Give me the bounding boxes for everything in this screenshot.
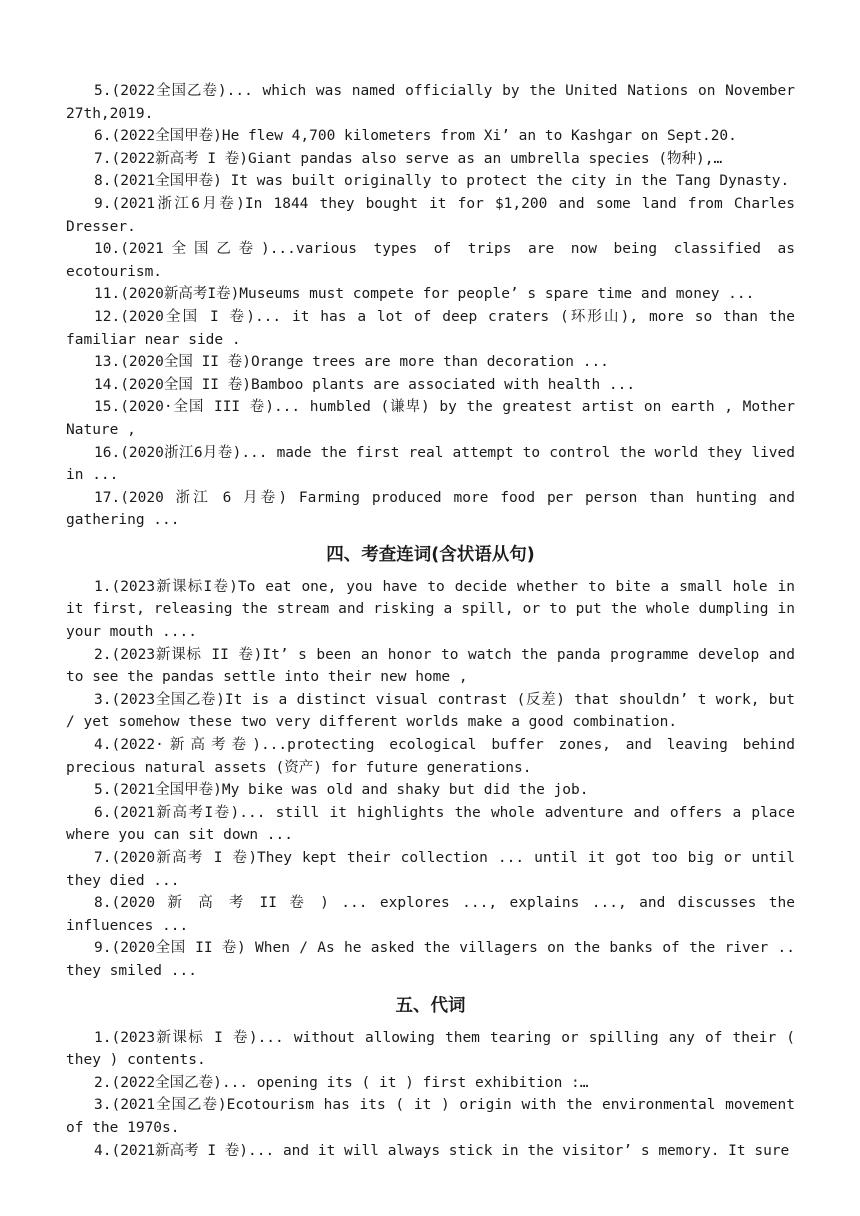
question-item: 16.(2020浙江6月卷)... made the first real attempt to control the world they lived in ... bbox=[66, 444, 795, 484]
question-item: 3.(2021全国乙卷)Ecotourism has its ( it ) origin with the environmental movement of the 1970s. bbox=[66, 1097, 795, 1136]
question-item: 2.(2022全国乙卷)... opening its ( it ) first exhibition :… bbox=[94, 1074, 589, 1091]
question-item: 7.(2020新高考 I 卷)They kept their collection ... until it got too big or until they died ... bbox=[66, 850, 795, 889]
question-item: 9.(2020全国 II 卷) When / As he asked the villagers on the banks of the river .. they smiled ... bbox=[66, 940, 795, 979]
question-item: 8.(2020 新 高 考 II 卷 ) ... explores ..., explains ..., and discusses the influences ... bbox=[66, 895, 795, 934]
section-0 bbox=[66, 80, 795, 532]
question-item: 1.(2023新课标I卷)To eat one, you have to decide whether to bite a small hole in it first, releasing the stream and risking a spill, or to put the whole dumpling in your mouth .... bbox=[66, 578, 795, 641]
question-item: 10.(2021全国乙卷)...various types of trips are now being classified as ecotourism. bbox=[66, 241, 795, 280]
question-item: 14.(2020全国 II 卷)Bamboo plants are associated with health ... bbox=[94, 376, 636, 393]
question-item: 13.(2020全国 II 卷)Orange trees are more than decoration ... bbox=[94, 354, 609, 371]
section-1 bbox=[66, 543, 795, 983]
document-page bbox=[66, 80, 795, 1162]
question-item: 3.(2023全国乙卷)It is a distinct visual contrast (反差) that shouldn’ t work, but / yet somehow these two very different worlds make a good combination. bbox=[66, 691, 795, 731]
section-2 bbox=[66, 994, 795, 1163]
question-item: 7.(2022新高考 I 卷)Giant pandas also serve as an umbrella species (物种),… bbox=[94, 150, 723, 167]
section-2-items bbox=[66, 1027, 795, 1163]
question-item: 15.(2020·全国 III 卷)... humbled (谦卑) by the greatest artist on earth , Mother Nature , bbox=[66, 399, 795, 438]
question-item: 12.(2020全国 I 卷)... it has a lot of deep craters (环形山), more so than the familiar near side . bbox=[66, 308, 795, 348]
question-item: 9.(2021浙江6月卷)In 1844 they bought it for $1,200 and some land from Charles Dresser. bbox=[66, 195, 795, 235]
question-item: 4.(2022·新高考卷)...protecting ecological buffer zones, and leaving behind precious natural assets (资产) for future generations. bbox=[66, 737, 795, 776]
question-item: 2.(2023新课标 II 卷)It’ s been an honor to watch the panda programme develop and to see the pandas settle into their new home , bbox=[66, 646, 795, 686]
question-item: 11.(2020新高考I卷)Museums must compete for people’ s spare time and money ... bbox=[94, 286, 755, 303]
section-0-items bbox=[66, 80, 795, 532]
section-heading-pronouns: 五、代词 bbox=[395, 995, 466, 1016]
question-item: 5.(2022全国乙卷)... which was named officially by the United Nations on November 27th,2019. bbox=[66, 83, 795, 122]
question-item: 6.(2022全国甲卷)He flew 4,700 kilometers from Xi’ an to Kashgar on Sept.20. bbox=[94, 128, 737, 145]
question-item: 1.(2023新课标 I 卷)... without allowing them tearing or spilling any of their ( they ) contents. bbox=[66, 1029, 795, 1069]
question-item: 4.(2021新高考 I 卷)... and it will always stick in the visitor’ s memory. It sure bbox=[94, 1142, 790, 1159]
section-1-items bbox=[66, 576, 795, 983]
question-item: 8.(2021全国甲卷) It was built originally to protect the city in the Tang Dynasty. bbox=[94, 173, 790, 190]
question-item: 17.(2020 浙江 6 月卷) Farming produced more food per person than hunting and gathering ... bbox=[66, 489, 795, 529]
question-item: 5.(2021全国甲卷)My bike was old and shaky but did the job. bbox=[94, 782, 589, 799]
section-heading-conjunctions: 四、考查连词(含状语从句) bbox=[326, 544, 535, 565]
question-item: 6.(2021新高考I卷)... still it highlights the whole adventure and offers a place where you can sit down ... bbox=[66, 804, 795, 844]
